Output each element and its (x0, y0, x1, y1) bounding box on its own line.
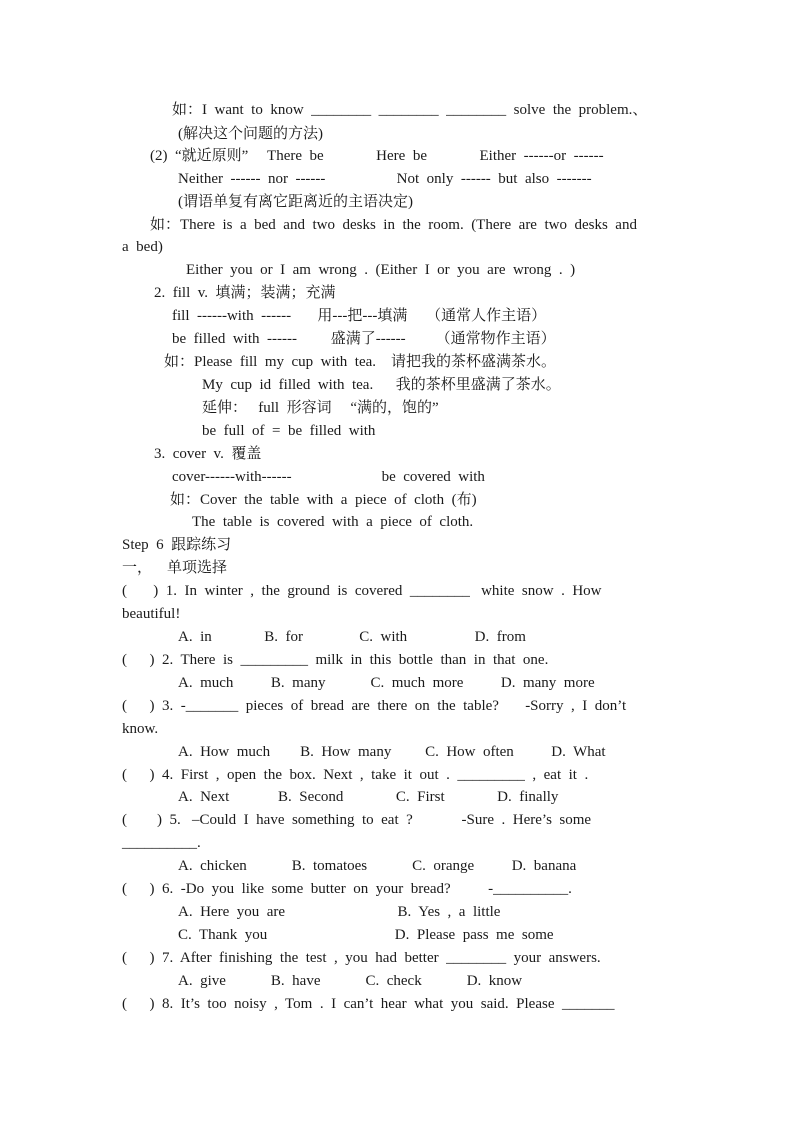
text-line: The table is covered with a piece of cloth. (192, 514, 474, 530)
question-2: ( ) 2. There is _________ milk in this bottle than in that one. (122, 652, 549, 668)
text-line: 3. cover v. 覆盖 (154, 446, 262, 462)
options-3: A. How much B. How many C. How often D. What (178, 744, 606, 760)
options-1: A. in B. for C. with D. from (178, 629, 526, 645)
text-line: Either you or I am wrong . (Either I or you are wrong . ) (186, 262, 576, 278)
text-line: know. (122, 721, 159, 737)
text-line: __________. (122, 835, 201, 851)
question-8: ( ) 8. It’s too noisy , Tom . I can’t hear what you said. Please _______ (122, 996, 615, 1012)
question-7: ( ) 7. After finishing the test , you had better ________ your answers. (122, 950, 601, 966)
text-line: be full of = be filled with (202, 423, 376, 439)
text-line: beautiful! (122, 606, 181, 622)
text-line: (谓语单复有离它距离近的主语决定) (178, 194, 413, 210)
question-4: ( ) 4. First , open the box. Next , take it out . _________ , eat it . (122, 767, 589, 783)
text-line: fill ------with ------ 用---把---填满 （通常人作主语） (172, 308, 547, 324)
text-line: be filled with ------ 盛满了------ （通常物作主语） (172, 331, 556, 347)
text-line: 延伸： full 形容词 “满的，饱的” (202, 400, 439, 416)
text-line: (解决这个问题的方法) (178, 126, 323, 142)
question-3: ( ) 3. -_______ pieces of bread are there on the table? -Sorry , I don’t (122, 698, 627, 714)
section-heading: Step 6 跟踪练习 (122, 537, 232, 553)
text-line: My cup id filled with tea. 我的茶杯里盛满了茶水。 (202, 377, 561, 393)
text-line: a bed) (122, 239, 163, 255)
options-5: A. chicken B. tomatoes C. orange D. banana (178, 858, 577, 874)
options-6b: C. Thank you D. Please pass me some (178, 927, 554, 943)
options-4: A. Next B. Second C. First D. finally (178, 789, 559, 805)
text-line: Neither ------ nor ------ Not only ------ but also ------- (178, 171, 592, 187)
text-line: 如：Please fill my cup with tea. 请把我的茶杯盛满茶水。 (164, 354, 557, 370)
question-6: ( ) 6. -Do you like some butter on your bread? -__________. (122, 881, 572, 897)
question-5: ( ) 5. –Could I have something to eat ? -Sure . Here’s some (122, 812, 592, 828)
text-line: 如：Cover the table with a piece of cloth (布) (170, 492, 477, 508)
question-1: ( ) 1. In winter , the ground is covered ________ white snow . How (122, 583, 602, 599)
options-7: A. give B. have C. check D. know (178, 973, 523, 989)
section-heading: 一， 单项选择 (122, 560, 228, 576)
options-2: A. much B. many C. much more D. many more (178, 675, 595, 691)
text-line: (2) “就近原则” There be Here be Either ------or ------ (150, 148, 604, 164)
text-line: 2. fill v. 填满；装满；充满 (154, 285, 336, 301)
text-line: 如：I want to know ________ ________ ________ solve the problem.、 (172, 102, 648, 118)
text-line: cover------with------ be covered with (172, 469, 485, 485)
options-6a: A. Here you are B. Yes , a little (178, 904, 501, 920)
text-line: 如：There is a bed and two desks in the room. (There are two desks and (150, 217, 637, 233)
